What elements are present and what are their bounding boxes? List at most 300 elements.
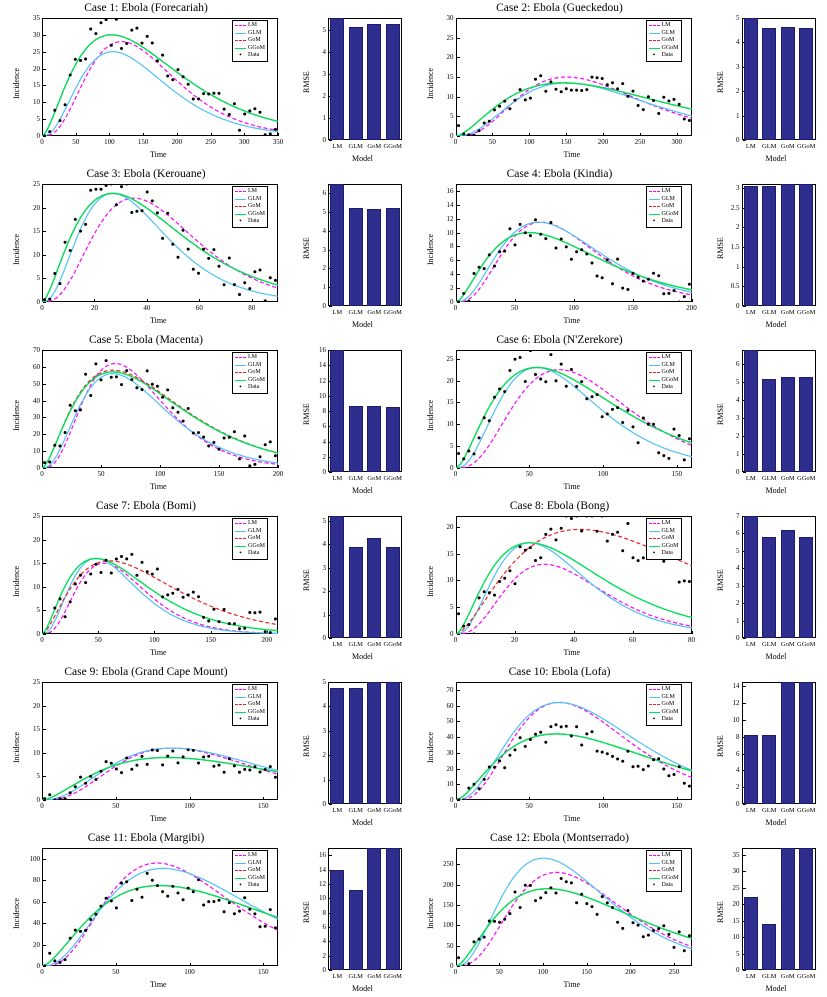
- curve-x-axis-label: Time: [150, 648, 167, 657]
- legend-item-lm: [649, 686, 679, 694]
- legend-label: Data: [661, 384, 673, 390]
- data-point: [534, 733, 537, 736]
- bar-category-label: GGoM: [383, 309, 402, 316]
- bar-y-tick-mark: [743, 855, 746, 856]
- data-point: [223, 437, 226, 440]
- data-point: [69, 74, 72, 77]
- x-tick-label: 80: [248, 304, 256, 312]
- data-point: [187, 887, 190, 890]
- data-point: [641, 280, 644, 283]
- data-point: [243, 281, 246, 284]
- data-point: [259, 611, 262, 614]
- data-point: [462, 799, 465, 802]
- data-point: [682, 458, 685, 461]
- data-point: [212, 900, 215, 903]
- data-point: [166, 212, 169, 215]
- legend-line-swatch: [649, 697, 660, 698]
- legend-item-data: [649, 716, 679, 724]
- rmse-bar: [799, 377, 813, 472]
- case-title: Case 4: Ebola (Kindia): [506, 168, 613, 180]
- y-tick-label: 20: [33, 64, 40, 73]
- x-tick-label: 0: [40, 470, 44, 478]
- legend-line-swatch: [649, 870, 660, 871]
- data-point: [177, 588, 180, 591]
- rmse-bar: [799, 682, 813, 804]
- legend-label: LM: [248, 22, 257, 28]
- bar-y-tick-label: 1: [322, 283, 326, 292]
- data-point: [130, 553, 133, 556]
- data-point: [626, 95, 629, 98]
- data-point: [74, 583, 77, 586]
- legend-label: GGoM: [661, 542, 679, 549]
- data-point: [151, 199, 154, 202]
- data-point: [677, 581, 680, 584]
- legend-label: LM: [661, 520, 671, 526]
- x-tick-label: 50: [97, 470, 105, 478]
- data-point: [590, 905, 593, 908]
- data-point: [564, 245, 567, 248]
- data-point: [125, 183, 128, 186]
- rmse-bar: [349, 208, 363, 306]
- data-point: [539, 378, 542, 381]
- y-tick-label: 15: [33, 559, 40, 568]
- data-point: [611, 408, 614, 411]
- legend-label: GGoM: [661, 708, 679, 715]
- bar-category-label: GoM: [780, 309, 795, 316]
- data-point: [549, 725, 552, 728]
- bar-x-axis-label: Model: [352, 486, 373, 495]
- bar-y-tick-label: 10: [319, 894, 326, 903]
- data-point: [166, 593, 169, 596]
- data-point: [652, 272, 655, 275]
- y-tick-label: 5: [36, 606, 40, 615]
- legend-label: GGoM: [661, 44, 679, 51]
- data-point: [177, 411, 180, 414]
- y-tick-label: 50: [446, 941, 454, 950]
- data-point: [498, 388, 501, 391]
- figure-row: [0, 498, 827, 664]
- legend-item-gom: [649, 37, 679, 45]
- y-tick-label: 25: [33, 512, 40, 520]
- data-point: [549, 886, 552, 889]
- legend-item-lm: [235, 354, 265, 362]
- legend-label: GoM: [661, 535, 675, 541]
- legend-item-data: [235, 550, 265, 558]
- bar-category-label: LM: [332, 309, 343, 316]
- data-point: [672, 98, 675, 101]
- data-point: [539, 74, 542, 77]
- data-point: [677, 301, 680, 304]
- bar-y-tick-label: 4: [736, 396, 740, 405]
- data-point: [631, 425, 634, 428]
- data-point: [53, 607, 56, 610]
- x-tick-label: 150: [205, 636, 216, 644]
- x-tick-label: 50: [525, 802, 533, 810]
- data-point: [621, 82, 624, 85]
- data-point: [264, 133, 267, 136]
- data-point: [677, 765, 680, 768]
- legend-line-swatch: [235, 214, 246, 215]
- data-point: [595, 750, 598, 753]
- legend-line-swatch: [235, 538, 246, 539]
- bar-x-axis-label: Model: [352, 818, 373, 827]
- legend-line-swatch: [649, 689, 660, 690]
- data-point: [269, 908, 272, 911]
- y-tick-label: 5: [450, 112, 454, 121]
- data-point: [626, 750, 629, 753]
- case-title: Case 1: Ebola (Forecariah): [84, 2, 208, 14]
- y-tick-label: 20: [33, 940, 40, 949]
- bar-y-tick-label: 0: [736, 634, 740, 642]
- data-point: [120, 383, 123, 386]
- rmse-bar: [386, 848, 400, 970]
- legend-item-data: [235, 52, 265, 60]
- data-point: [641, 417, 644, 420]
- bar-y-tick-label: 4: [322, 48, 326, 57]
- data-point: [503, 100, 506, 103]
- data-point: [141, 388, 144, 391]
- y-tick-label: 35: [33, 14, 40, 22]
- bar-y-tick-label: 0: [736, 800, 740, 808]
- bar-category-label: GoM: [367, 475, 382, 482]
- data-point: [487, 920, 490, 923]
- curve-y-axis-label: Incidence: [12, 67, 21, 99]
- legend-item-glm: [649, 196, 679, 204]
- data-point: [151, 573, 154, 576]
- bar-y-tick-label: 8: [736, 732, 740, 741]
- data-point: [207, 257, 210, 260]
- bar-y-tick-label: 0: [736, 136, 740, 144]
- curve-legend: [646, 20, 682, 62]
- legend-item-glm: [235, 694, 265, 702]
- bar-y-axis-label: RMSE: [715, 569, 725, 591]
- data-point: [682, 579, 685, 582]
- bar-category-label: LM: [332, 641, 343, 648]
- bar-y-tick-label: 2: [322, 951, 326, 960]
- data-point: [218, 620, 221, 623]
- y-tick-label: 15: [33, 227, 40, 236]
- data-point: [105, 897, 108, 900]
- bar-y-tick-mark: [743, 472, 746, 473]
- data-point: [600, 751, 603, 754]
- figure-row: [0, 830, 827, 996]
- data-point: [171, 592, 174, 595]
- data-point: [156, 884, 159, 887]
- data-point: [477, 938, 480, 941]
- legend-dot-icon: •: [652, 383, 656, 392]
- bar-category-label: GoM: [780, 973, 795, 980]
- bar-y-tick-label: 4: [322, 437, 326, 446]
- y-tick-label: 25: [446, 354, 454, 363]
- data-point: [248, 611, 251, 614]
- bar-category-label: LM: [745, 143, 756, 150]
- data-point: [626, 909, 629, 912]
- data-point: [79, 230, 82, 233]
- x-tick-label: 100: [104, 138, 115, 146]
- legend-line-swatch: [235, 365, 246, 366]
- x-tick-label: 200: [686, 304, 697, 312]
- bar-category-label: GLM: [762, 143, 777, 150]
- data-point: [259, 455, 262, 458]
- data-point: [253, 107, 256, 110]
- data-point: [253, 611, 256, 614]
- data-point: [64, 958, 67, 961]
- legend-item-gom: [649, 701, 679, 709]
- x-tick-label: 50: [488, 138, 496, 146]
- data-point: [652, 99, 655, 102]
- data-point: [641, 556, 644, 559]
- case-curve-plot: [414, 332, 706, 498]
- bar-x-axis-label: Model: [765, 652, 787, 661]
- case-panel: [414, 830, 827, 996]
- legend-item-gom: [235, 37, 265, 45]
- legend-line-swatch: [649, 48, 660, 49]
- data-point: [580, 89, 583, 92]
- bar-y-tick-label: 1: [322, 114, 326, 123]
- legend-label: GGoM: [248, 708, 266, 715]
- data-point: [248, 109, 251, 112]
- data-point: [493, 265, 496, 268]
- data-point: [482, 122, 485, 125]
- x-tick-label: 50: [72, 138, 80, 146]
- rmse-bar: [367, 24, 381, 141]
- legend-line-swatch: [235, 40, 246, 41]
- bar-y-tick-label: 4: [322, 540, 326, 549]
- legend-line-swatch: [649, 365, 660, 366]
- data-point: [84, 929, 87, 932]
- series-line-ggom: [42, 559, 278, 635]
- data-point: [156, 385, 159, 388]
- x-tick-label: 150: [137, 138, 149, 146]
- data-point: [467, 962, 470, 965]
- data-point: [508, 369, 511, 372]
- bar-y-tick-label: 6: [736, 749, 740, 758]
- data-point: [477, 129, 480, 132]
- bar-y-tick-label: 5: [736, 949, 740, 958]
- data-point: [528, 97, 531, 100]
- x-tick-label: 100: [568, 304, 579, 312]
- data-point: [130, 29, 133, 32]
- data-point: [539, 896, 542, 899]
- data-point: [166, 895, 169, 898]
- data-point: [233, 283, 236, 286]
- legend-label: GLM: [248, 195, 262, 202]
- data-point: [569, 89, 572, 92]
- legend-line-swatch: [235, 48, 246, 49]
- bar-x-axis-label: Model: [765, 320, 787, 329]
- y-tick-label: 20: [446, 522, 454, 531]
- data-point: [64, 103, 67, 106]
- bar-y-tick-label: 30: [732, 867, 740, 876]
- y-tick-label: 60: [33, 362, 40, 371]
- data-point: [595, 530, 598, 533]
- data-point: [207, 93, 210, 96]
- bar-y-axis-label: RMSE: [302, 71, 311, 93]
- legend-item-glm: [235, 196, 265, 204]
- bar-y-tick-label: 0: [322, 634, 326, 642]
- data-point: [43, 135, 46, 138]
- curve-x-axis-label: Time: [150, 980, 167, 989]
- x-tick-label: 0: [453, 304, 458, 312]
- legend-item-glm: [649, 30, 679, 38]
- legend-item-lm: [235, 520, 265, 528]
- bar-category-label: GLM: [348, 309, 363, 316]
- data-point: [182, 420, 185, 423]
- legend-label: GoM: [248, 867, 261, 873]
- legend-label: Data: [661, 882, 673, 888]
- data-point: [482, 590, 485, 593]
- data-point: [125, 557, 128, 560]
- data-point: [646, 278, 649, 281]
- curve-y-axis-label: Incidence: [425, 897, 435, 929]
- case-title: Case 12: Ebola (Montserrado): [490, 832, 629, 844]
- data-point: [616, 87, 619, 90]
- bar-category-label: GLM: [762, 641, 777, 648]
- bar-y-axis-label: RMSE: [715, 403, 725, 425]
- rmse-bar: [744, 18, 758, 140]
- bar-y-tick-mark: [329, 472, 332, 473]
- bar-y-tick-label: 3: [736, 581, 740, 590]
- data-point: [207, 900, 210, 903]
- x-tick-label: 60: [629, 636, 636, 644]
- bar-category-label: GGoM: [797, 143, 816, 150]
- legend-label: LM: [661, 852, 671, 858]
- case-panel: [0, 0, 414, 166]
- case-curve-plot: [414, 498, 706, 664]
- series-line-glm: [456, 222, 692, 302]
- case-curve-plot: [0, 0, 292, 166]
- data-point: [43, 797, 46, 800]
- x-tick-label: 0: [40, 636, 44, 644]
- y-tick-label: 20: [33, 203, 40, 212]
- y-tick-label: 0: [450, 464, 454, 472]
- data-point: [493, 920, 496, 923]
- rmse-bar: [330, 870, 344, 970]
- data-point: [79, 408, 82, 411]
- x-tick-label: 20: [511, 636, 518, 644]
- legend-label: LM: [248, 188, 257, 194]
- data-point: [636, 441, 639, 444]
- data-point: [682, 295, 685, 298]
- data-point: [523, 745, 526, 748]
- data-point: [569, 258, 572, 261]
- data-point: [161, 763, 164, 766]
- data-point: [467, 450, 470, 453]
- data-point: [74, 58, 77, 61]
- bar-y-tick-label: 4: [322, 702, 326, 711]
- y-tick-label: 16: [446, 186, 454, 195]
- data-point: [652, 758, 655, 761]
- data-point: [631, 921, 634, 924]
- curve-legend: [646, 186, 682, 228]
- case-bar-plot: [706, 664, 827, 830]
- bar-category-label: GoM: [780, 807, 795, 814]
- bar-y-tick-label: 1: [322, 775, 326, 784]
- legend-line-swatch: [235, 199, 246, 200]
- legend-item-gom: [235, 535, 265, 543]
- bar-y-tick-label: 4: [736, 766, 740, 775]
- data-point: [590, 515, 593, 518]
- bar-y-tick-label: 25: [732, 883, 740, 892]
- bar-y-tick-label: 6: [322, 922, 326, 931]
- legend-label: LM: [248, 354, 257, 360]
- rmse-bar: [349, 688, 363, 804]
- data-point: [503, 250, 506, 253]
- data-point: [667, 933, 670, 936]
- data-point: [146, 872, 149, 875]
- data-point: [657, 927, 660, 930]
- data-point: [687, 119, 690, 122]
- curve-legend: [646, 684, 682, 726]
- data-point: [238, 457, 241, 460]
- data-point: [53, 444, 56, 447]
- bar-y-axis-label: RMSE: [715, 71, 725, 93]
- bar-y-tick-label: 0: [322, 966, 326, 974]
- legend-item-lm: [235, 22, 265, 30]
- data-point: [462, 625, 465, 628]
- bar-y-tick-label: 3: [322, 245, 326, 254]
- data-point: [493, 594, 496, 597]
- data-point: [243, 113, 246, 116]
- case-bar-plot: [706, 498, 827, 664]
- legend-line-swatch: [235, 531, 246, 532]
- bar-y-tick-label: 2: [322, 587, 326, 596]
- data-point: [59, 597, 62, 600]
- data-point: [503, 918, 506, 921]
- x-tick-label: 150: [258, 968, 269, 976]
- data-point: [513, 891, 516, 894]
- data-point: [218, 448, 221, 451]
- data-point: [569, 368, 572, 371]
- data-point: [182, 75, 185, 78]
- data-point: [549, 528, 552, 531]
- legend-line-swatch: [649, 380, 660, 381]
- y-tick-label: 0: [36, 464, 40, 472]
- y-tick-label: 15: [33, 725, 40, 734]
- y-tick-label: 10: [446, 780, 454, 789]
- y-tick-label: 40: [33, 396, 40, 405]
- data-point: [228, 622, 231, 625]
- bar-category-label: GoM: [780, 475, 795, 482]
- curve-legend: [232, 186, 268, 228]
- data-point: [677, 103, 680, 106]
- rmse-bar: [386, 208, 400, 306]
- data-point: [677, 930, 680, 933]
- case-bar-plot: [292, 166, 413, 332]
- rmse-bar: [781, 682, 795, 804]
- data-point: [161, 237, 164, 240]
- data-point: [110, 183, 113, 186]
- y-tick-label: 250: [443, 860, 454, 869]
- data-point: [518, 906, 521, 909]
- data-point: [161, 595, 164, 598]
- x-tick-label: 200: [171, 138, 183, 146]
- data-point: [585, 515, 588, 518]
- case-curve-plot: [0, 664, 292, 830]
- y-tick-label: 20: [33, 701, 40, 710]
- legend-item-lm: [235, 188, 265, 196]
- data-point: [534, 559, 537, 562]
- data-point: [605, 83, 608, 86]
- data-point: [125, 880, 128, 883]
- y-tick-label: 10: [33, 250, 40, 259]
- curve-legend: [232, 684, 268, 726]
- legend-line-swatch: [649, 40, 660, 41]
- bar-y-tick-label: 14: [319, 361, 326, 370]
- legend-dot-icon: •: [652, 715, 656, 724]
- case-bar-plot: [292, 498, 413, 664]
- data-point: [554, 892, 557, 895]
